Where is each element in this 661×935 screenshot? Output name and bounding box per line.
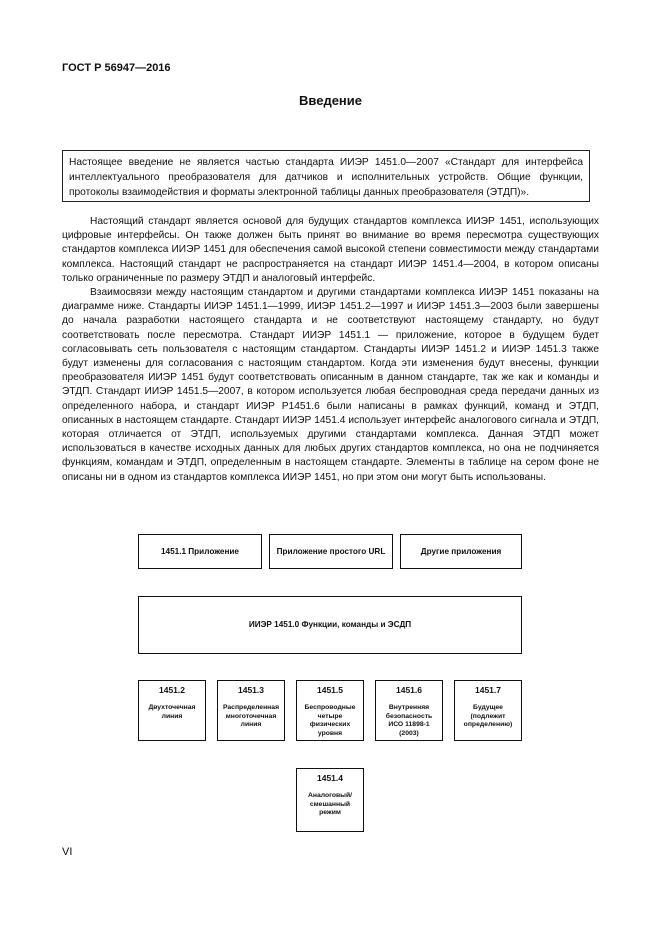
diagram-box-number: 1451.4 — [317, 773, 343, 783]
diagram-box-label: Приложение простого URL — [276, 546, 386, 556]
diagram-box-1451-3 — [217, 680, 285, 741]
diagram-box-1451-5 — [296, 680, 364, 741]
diagram-box-1451-0 — [138, 596, 522, 654]
diagram-box-text: Будущее (подлежит определению) — [463, 704, 513, 728]
diagram-box-1451-2 — [138, 680, 206, 741]
paragraph-1: Настоящий стандарт является основой для будущих стандартов комплекса ИИЭР 1451, использующих цифровые интерфейсы. Он также должен быть принят во внимание во время пересмотра существующих стандартов комплекса ИИЭР 1451 для обеспечения самой высокой степени совместимости между стандартами комплекса. Настоящий стандарт не распространяется на стандарт ИИЭР 1451.4—2004, в котором описаны только ограниченные по размеру ЭТДП и аналоговый интерфейс. — [62, 216, 599, 284]
section-title: Введение — [299, 93, 362, 108]
diagram-box-1451-7 — [454, 680, 522, 741]
diagram-box-text: Аналоговый/ смешанный режим — [307, 792, 353, 816]
diagram-box-label: ИИЭР 1451.0 Функции, команды и ЭСДП — [248, 620, 412, 629]
diagram-box-number: 1451.3 — [238, 685, 264, 695]
diagram-box-text: Внутренняя безопасность ИСО 11898-1 (2003) — [385, 704, 433, 737]
diagram-box-other-apps — [400, 534, 522, 569]
paragraph-2: Взаимосвязи между настоящим стандартом и другими стандартами комплекса ИИЭР 1451 показаны на диаграмме ниже. Стандарты ИИЭР 1451.1—1999, ИИЭР 1451.2—1997 и ИИЭР 1451.3—2003 были завершены до начала разработки настоящего стандарта и не соответствуют настоящему стандарту, но будут соответствовать после пересмотра. Стандарт ИИЭР 1451.1 — приложение, которое в будущем будет согласовывать сеть пользователя с настоящим стандартом. Стандарты ИИЭР 1451.2 и ИИЭР 1451.3 также будут изменены для согласования с настоящим стандартом. Когда эти изменения будут внесены, функции преобразователя ИИЭР 1451 будут соответствовать описанным в данном стандарте, так же как и команды и ЭТДП. Стандарт ИИЭР 1451.5—2007, в котором используется любая беспроводная среда передачи данных из определенного набора, и стандарт ИИЭР Р1451.6 были написаны в рамках функций, команд и ЭТДП, описанных в настоящем стандарте. Стандарт ИИЭР 1451.4 использует интерфейс аналогового сигнала и ЭТДП, которая отличается от ЭТДП, используемых другими стандартами комплекса. Данная ЭТДП может использоваться в качестве исходных данных для любых других стандартов комплекса, но она не подчиняется функциям, командам и ЭТДП, определенным в настоящем стандарте. Элементы в таблице на сером фоне не описаны ни в одном из стандартов комплекса ИИЭР 1451, но при этом они могут быть использованы. — [62, 287, 599, 483]
diagram-box-text: Беспроводные четыре физических уровня — [304, 704, 356, 737]
page-number: VI — [62, 846, 73, 858]
diagram-box-text: Двухточечная линия — [148, 704, 196, 720]
notice-box: Настоящее введение не является частью стандарта ИИЭР 1451.0—2007 «Стандарт для интерфейса интеллектуального преобразователя для датчиков и исполнительных устройств. Общие функции, протоколы взаимодействия и форматы электронной таблицы данных преобразователя (ЭТДП)». — [62, 150, 590, 202]
diagram-box-label: 1451.1 Приложение — [160, 546, 239, 556]
diagram-box-number: 1451.6 — [396, 685, 422, 695]
diagram-box-1451-4 — [296, 768, 364, 832]
diagram-box-simple-url-app — [269, 534, 393, 569]
diagram-box-number: 1451.2 — [159, 685, 185, 695]
diagram-box-number: 1451.7 — [475, 685, 501, 695]
diagram-box-text: Распределенная многоточечная линия — [222, 704, 280, 728]
diagram-box-1451-6 — [375, 680, 443, 741]
document-header: ГОСТ Р 56947—2016 — [62, 62, 171, 74]
diagram-box-number: 1451.5 — [317, 685, 343, 695]
diagram-box-1451-1-app — [138, 534, 262, 569]
diagram-box-label: Другие приложения — [420, 546, 502, 556]
